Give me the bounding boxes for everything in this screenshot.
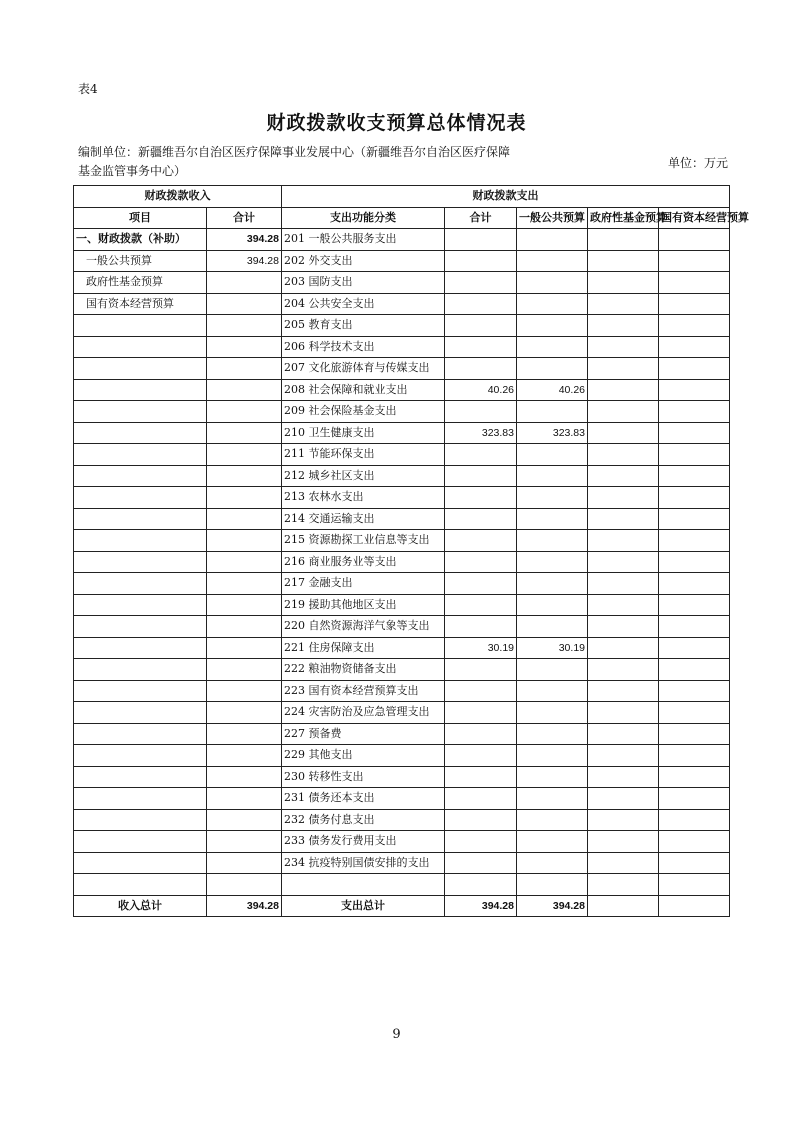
expense-total-cell [445, 702, 517, 724]
income-total-cell [207, 530, 282, 552]
income-total-cell [207, 293, 282, 315]
expense-total-cell [445, 723, 517, 745]
expense-fund-grand-total [588, 895, 659, 917]
income-item-cell: 一、财政拨款（补助） [74, 229, 207, 251]
expense-state-capital-cell [659, 530, 730, 552]
expense-general-budget-cell [517, 702, 588, 724]
expense-item-cell: 227 预备费 [282, 723, 445, 745]
expense-general-budget-cell: 40.26 [517, 379, 588, 401]
expense-item-cell: 219 援助其他地区支出 [282, 594, 445, 616]
expense-gov-fund-cell [588, 250, 659, 272]
income-total-label: 收入总计 [74, 895, 207, 917]
expense-item-cell: 211 节能环保支出 [282, 444, 445, 466]
income-total-cell [207, 637, 282, 659]
expense-gov-fund-cell [588, 293, 659, 315]
expense-state-capital-cell [659, 594, 730, 616]
expense-gov-fund-cell [588, 530, 659, 552]
expense-item-cell: 224 灾害防治及应急管理支出 [282, 702, 445, 724]
expense-item-cell: 220 自然资源海洋气象等支出 [282, 616, 445, 638]
table-row [74, 336, 730, 358]
table-row [74, 788, 730, 810]
income-total-cell [207, 723, 282, 745]
expense-state-capital-cell [659, 616, 730, 638]
expense-gov-fund-cell [588, 272, 659, 294]
expense-state-capital-cell [659, 358, 730, 380]
expense-general-budget-cell [517, 229, 588, 251]
income-total-cell [207, 551, 282, 573]
expense-state-capital-cell [659, 487, 730, 509]
expense-general-budget-cell: 30.19 [517, 637, 588, 659]
table-label: 表4 [78, 82, 98, 96]
table-row [74, 508, 730, 530]
expense-gov-fund-cell [588, 723, 659, 745]
income-item-cell [74, 680, 207, 702]
table-row [74, 637, 730, 659]
income-item-cell [74, 616, 207, 638]
expense-item-cell: 207 文化旅游体育与传媒支出 [282, 358, 445, 380]
expense-item-cell: 213 农林水支出 [282, 487, 445, 509]
expense-gov-fund-cell [588, 616, 659, 638]
income-item-cell [74, 401, 207, 423]
expense-total-cell [445, 229, 517, 251]
income-total-cell [207, 659, 282, 681]
table-row [74, 315, 730, 337]
income-item-cell: 政府性基金预算 [74, 272, 207, 294]
income-total-header: 合计 [207, 207, 282, 229]
currency-unit: 单位：万元 [668, 156, 729, 170]
expense-total-header: 合计 [445, 207, 517, 229]
expense-state-capital-cell [659, 723, 730, 745]
expense-item-cell: 231 债务还本支出 [282, 788, 445, 810]
income-item-cell [74, 702, 207, 724]
table-row [74, 293, 730, 315]
table-row [74, 272, 730, 294]
expense-state-capital-cell [659, 702, 730, 724]
expense-general-budget-cell [517, 465, 588, 487]
table-row [74, 530, 730, 552]
income-item-cell [74, 530, 207, 552]
expense-total-cell [445, 508, 517, 530]
expense-total-cell [445, 551, 517, 573]
expense-state-capital-cell [659, 250, 730, 272]
expense-gov-fund-cell [588, 745, 659, 767]
income-item-cell [74, 508, 207, 530]
expense-general-budget-cell [517, 745, 588, 767]
expense-gov-fund-cell [588, 551, 659, 573]
expense-state-capital-cell [659, 809, 730, 831]
table-row [74, 702, 730, 724]
table-row [74, 465, 730, 487]
expense-item-cell: 205 教育支出 [282, 315, 445, 337]
expense-total-cell [445, 831, 517, 853]
income-grand-total: 394.28 [207, 895, 282, 917]
expense-general-budget-cell [517, 401, 588, 423]
income-item-cell: 国有资本经营预算 [74, 293, 207, 315]
income-item-cell [74, 874, 207, 896]
expense-general-budget-cell [517, 680, 588, 702]
income-total-cell [207, 401, 282, 423]
table-row [74, 659, 730, 681]
income-item-cell [74, 637, 207, 659]
expense-item-cell: 234 抗疫特别国债安排的支出 [282, 852, 445, 874]
expense-total-cell [445, 401, 517, 423]
expense-general-grand-total: 394.28 [517, 895, 588, 917]
income-total-cell [207, 465, 282, 487]
expense-gov-fund-cell [588, 444, 659, 466]
expense-total-cell [445, 573, 517, 595]
expense-item-cell: 217 金融支出 [282, 573, 445, 595]
expense-item-cell: 214 交通运输支出 [282, 508, 445, 530]
expense-gov-fund-cell [588, 702, 659, 724]
expense-gov-fund-cell [588, 594, 659, 616]
income-total-cell [207, 379, 282, 401]
expense-gov-fund-cell [588, 379, 659, 401]
expense-state-capital-cell [659, 315, 730, 337]
income-item-cell [74, 315, 207, 337]
expense-total-cell [445, 465, 517, 487]
income-item-cell [74, 745, 207, 767]
expense-total-cell [445, 874, 517, 896]
income-item-cell [74, 444, 207, 466]
income-item-cell [74, 551, 207, 573]
income-item-cell [74, 659, 207, 681]
compiler-unit: 编制单位：新疆维吾尔自治区医疗保障事业发展中心（新疆维吾尔自治区医疗保障基金监管事务中心） [78, 145, 511, 178]
income-item-cell [74, 358, 207, 380]
table-row [74, 379, 730, 401]
expense-general-budget-cell [517, 358, 588, 380]
table-row [74, 250, 730, 272]
income-total-cell: 394.28 [207, 229, 282, 251]
expense-general-budget-cell [517, 444, 588, 466]
expense-gov-fund-cell [588, 766, 659, 788]
income-total-cell [207, 745, 282, 767]
income-total-cell [207, 358, 282, 380]
table-row [74, 229, 730, 251]
gov-fund-header: 政府性基金预算 [588, 207, 659, 229]
expense-total-cell [445, 788, 517, 810]
income-item-cell [74, 465, 207, 487]
expense-state-capital-cell [659, 831, 730, 853]
expense-state-capital-cell [659, 745, 730, 767]
expense-total-cell [445, 336, 517, 358]
income-total-cell [207, 487, 282, 509]
expense-state-capital-cell [659, 444, 730, 466]
income-item-cell [74, 809, 207, 831]
expense-general-budget-cell: 323.83 [517, 422, 588, 444]
expense-item-cell: 204 公共安全支出 [282, 293, 445, 315]
income-total-cell [207, 508, 282, 530]
expense-item-cell: 209 社会保险基金支出 [282, 401, 445, 423]
expense-gov-fund-cell [588, 465, 659, 487]
income-item-cell [74, 487, 207, 509]
item-header: 项目 [74, 207, 207, 229]
table-row [74, 809, 730, 831]
table-row [74, 874, 730, 896]
table-row [74, 852, 730, 874]
expense-gov-fund-cell [588, 401, 659, 423]
expense-total-cell [445, 745, 517, 767]
expense-item-cell: 215 资源勘探工业信息等支出 [282, 530, 445, 552]
income-total-cell [207, 315, 282, 337]
expense-state-capital-cell [659, 229, 730, 251]
expense-general-budget-cell [517, 766, 588, 788]
expense-general-budget-cell [517, 659, 588, 681]
table-row [74, 444, 730, 466]
expense-total-cell [445, 530, 517, 552]
expense-item-cell [282, 874, 445, 896]
expense-gov-fund-cell [588, 336, 659, 358]
income-item-cell: 一般公共预算 [74, 250, 207, 272]
expense-state-capital-cell [659, 874, 730, 896]
income-item-cell [74, 336, 207, 358]
expense-gov-fund-cell [588, 422, 659, 444]
income-total-cell [207, 831, 282, 853]
page-number: 9 [392, 1027, 401, 1042]
expense-general-budget-cell [517, 530, 588, 552]
table-row [74, 573, 730, 595]
expense-total-cell [445, 616, 517, 638]
income-total-cell [207, 444, 282, 466]
income-item-cell [74, 788, 207, 810]
expense-state-capital-cell [659, 401, 730, 423]
income-item-cell [74, 594, 207, 616]
expense-total-cell [445, 444, 517, 466]
income-total-cell [207, 809, 282, 831]
expense-general-budget-cell [517, 293, 588, 315]
expense-general-budget-cell [517, 594, 588, 616]
table-row [74, 723, 730, 745]
expense-state-capital-cell [659, 293, 730, 315]
header-row-columns [74, 207, 730, 229]
expense-general-budget-cell [517, 852, 588, 874]
expense-gov-fund-cell [588, 487, 659, 509]
expense-item-cell: 202 外交支出 [282, 250, 445, 272]
expense-general-budget-cell [517, 809, 588, 831]
expense-total-cell [445, 594, 517, 616]
table-row [74, 766, 730, 788]
expense-general-budget-cell [517, 508, 588, 530]
expense-gov-fund-cell [588, 637, 659, 659]
income-item-cell [74, 422, 207, 444]
income-total-cell [207, 272, 282, 294]
expense-state-capital-cell [659, 852, 730, 874]
expense-state-capital-cell [659, 788, 730, 810]
expense-group-header: 财政拨款支出 [282, 186, 730, 208]
expense-gov-fund-cell [588, 573, 659, 595]
totals-row [74, 895, 730, 917]
table-row [74, 401, 730, 423]
income-item-cell [74, 852, 207, 874]
expense-total-cell [445, 766, 517, 788]
expense-grand-total: 394.28 [445, 895, 517, 917]
expense-state-capital-cell [659, 637, 730, 659]
expense-item-cell: 206 科学技术支出 [282, 336, 445, 358]
expense-total-cell [445, 809, 517, 831]
expense-item-cell: 208 社会保障和就业支出 [282, 379, 445, 401]
expense-gov-fund-cell [588, 659, 659, 681]
expense-item-cell: 232 债务付息支出 [282, 809, 445, 831]
expense-total-cell [445, 487, 517, 509]
expense-item-cell: 201 一般公共服务支出 [282, 229, 445, 251]
expense-gov-fund-cell [588, 788, 659, 810]
expense-item-cell: 229 其他支出 [282, 745, 445, 767]
expense-gov-fund-cell [588, 809, 659, 831]
expense-general-budget-cell [517, 573, 588, 595]
income-total-cell [207, 616, 282, 638]
general-budget-header: 一般公共预算 [517, 207, 588, 229]
table-row [74, 422, 730, 444]
expense-item-cell: 210 卫生健康支出 [282, 422, 445, 444]
expense-item-cell: 230 转移性支出 [282, 766, 445, 788]
expense-gov-fund-cell [588, 831, 659, 853]
table-row [74, 680, 730, 702]
income-item-cell [74, 831, 207, 853]
expense-total-cell: 323.83 [445, 422, 517, 444]
expense-general-budget-cell [517, 272, 588, 294]
table-row [74, 487, 730, 509]
income-item-cell [74, 723, 207, 745]
expense-general-budget-cell [517, 616, 588, 638]
expense-state-capital-cell [659, 659, 730, 681]
expense-item-cell: 223 国有资本经营预算支出 [282, 680, 445, 702]
expense-state-capital-cell [659, 551, 730, 573]
income-total-cell [207, 852, 282, 874]
expense-state-capital-cell [659, 379, 730, 401]
expense-item-cell: 212 城乡社区支出 [282, 465, 445, 487]
table-row [74, 594, 730, 616]
expense-total-cell [445, 358, 517, 380]
income-item-cell [74, 379, 207, 401]
expense-general-budget-cell [517, 723, 588, 745]
income-group-header: 财政拨款收入 [74, 186, 282, 208]
expense-general-budget-cell [517, 551, 588, 573]
income-total-cell [207, 594, 282, 616]
income-total-cell [207, 766, 282, 788]
expense-state-capital-cell [659, 573, 730, 595]
expense-item-cell: 203 国防支出 [282, 272, 445, 294]
expense-total-label: 支出总计 [282, 895, 445, 917]
expense-gov-fund-cell [588, 508, 659, 530]
expense-total-cell [445, 659, 517, 681]
expense-gov-fund-cell [588, 680, 659, 702]
expense-item-cell: 233 债务发行费用支出 [282, 831, 445, 853]
expense-state-capital-cell [659, 465, 730, 487]
table-row [74, 616, 730, 638]
expense-total-cell [445, 315, 517, 337]
expense-state-capital-cell [659, 680, 730, 702]
expense-capital-grand-total [659, 895, 730, 917]
expense-state-capital-cell [659, 272, 730, 294]
expense-total-cell [445, 680, 517, 702]
function-class-header: 支出功能分类 [282, 207, 445, 229]
expense-total-cell: 30.19 [445, 637, 517, 659]
expense-gov-fund-cell [588, 874, 659, 896]
expense-general-budget-cell [517, 250, 588, 272]
income-total-cell: 394.28 [207, 250, 282, 272]
expense-general-budget-cell [517, 788, 588, 810]
table-row [74, 358, 730, 380]
expense-total-cell [445, 272, 517, 294]
table-row [74, 551, 730, 573]
expense-gov-fund-cell [588, 358, 659, 380]
expense-gov-fund-cell [588, 852, 659, 874]
expense-item-cell: 216 商业服务业等支出 [282, 551, 445, 573]
expense-item-cell: 222 粮油物资储备支出 [282, 659, 445, 681]
budget-table [73, 185, 749, 917]
expense-gov-fund-cell [588, 315, 659, 337]
expense-total-cell [445, 293, 517, 315]
expense-item-cell: 221 住房保障支出 [282, 637, 445, 659]
page-title: 财政拨款收支预算总体情况表 [266, 112, 527, 134]
expense-total-cell [445, 250, 517, 272]
table-row [74, 831, 730, 853]
income-total-cell [207, 702, 282, 724]
header-row-group [74, 186, 730, 208]
income-total-cell [207, 336, 282, 358]
expense-general-budget-cell [517, 831, 588, 853]
table-row [74, 745, 730, 767]
expense-state-capital-cell [659, 336, 730, 358]
expense-general-budget-cell [517, 874, 588, 896]
income-item-cell [74, 573, 207, 595]
income-total-cell [207, 680, 282, 702]
income-total-cell [207, 422, 282, 444]
expense-total-cell: 40.26 [445, 379, 517, 401]
expense-state-capital-cell [659, 766, 730, 788]
state-capital-header: 国有资本经营预算 [659, 207, 730, 229]
expense-gov-fund-cell [588, 229, 659, 251]
expense-general-budget-cell [517, 336, 588, 358]
income-total-cell [207, 573, 282, 595]
income-total-cell [207, 874, 282, 896]
expense-state-capital-cell [659, 508, 730, 530]
income-item-cell [74, 766, 207, 788]
expense-total-cell [445, 852, 517, 874]
expense-general-budget-cell [517, 315, 588, 337]
expense-state-capital-cell [659, 422, 730, 444]
expense-general-budget-cell [517, 487, 588, 509]
income-total-cell [207, 788, 282, 810]
